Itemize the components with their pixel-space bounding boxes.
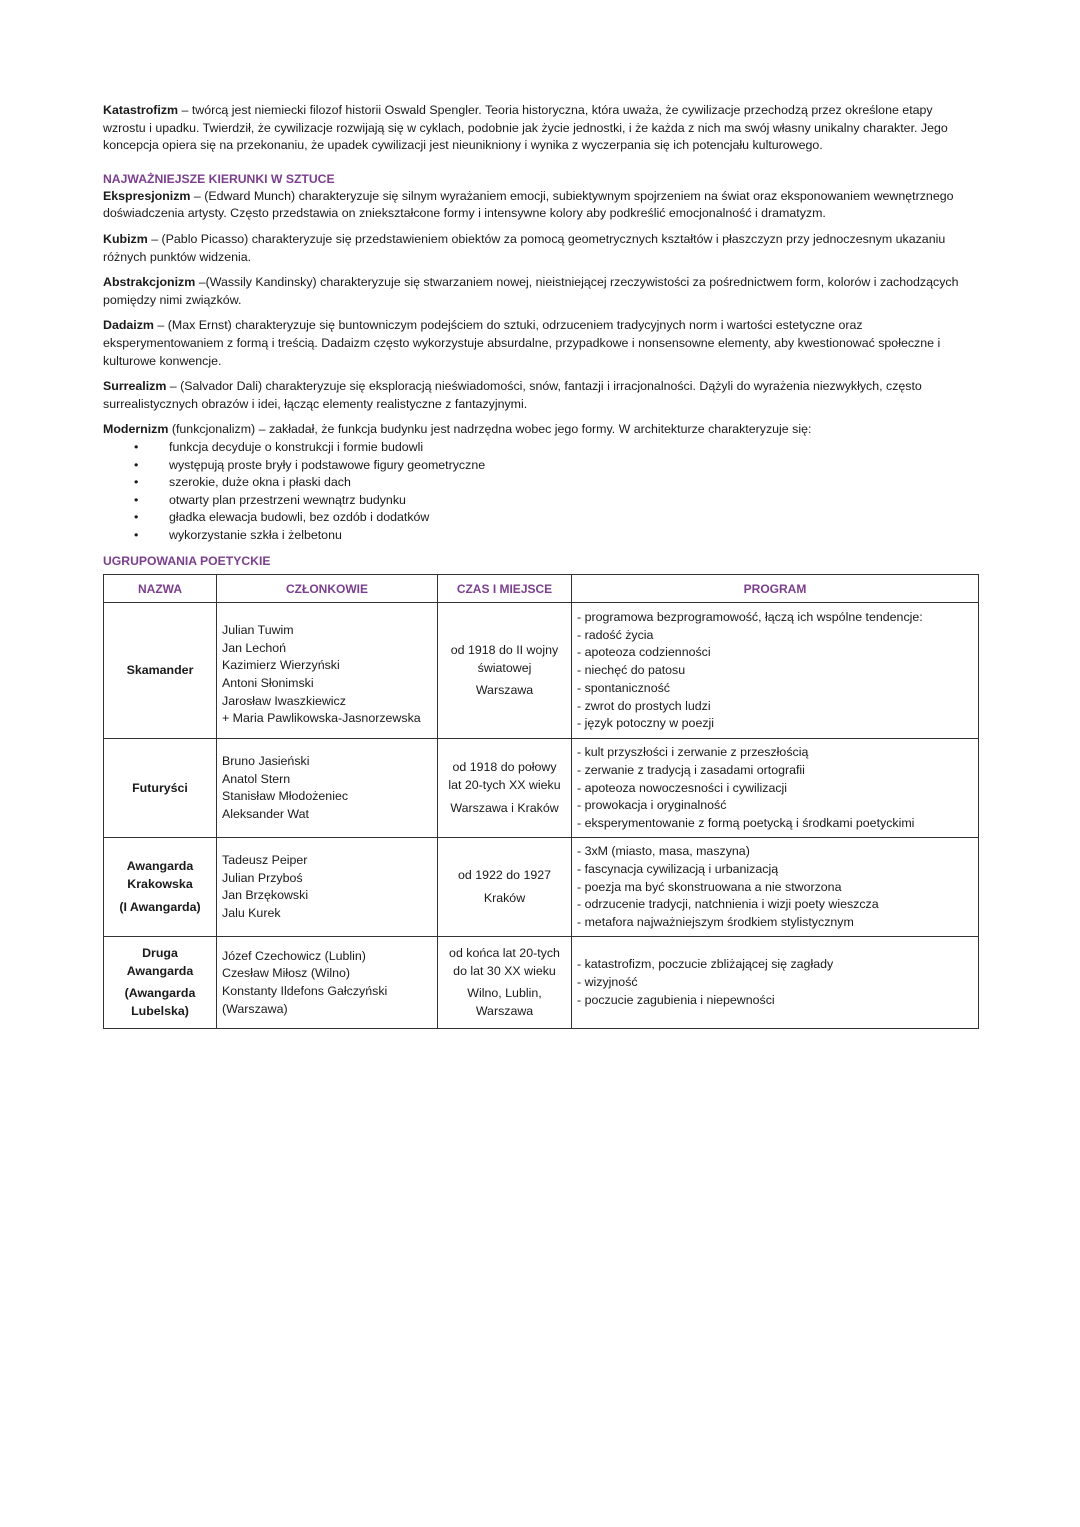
art-paragraph-dadaism [103, 317, 977, 370]
place-text: Warszawa [475, 683, 534, 698]
time-text: lat 20-tych XX wieku [448, 778, 561, 793]
art-heading: NAJWAŻNIEJSZE KIERUNKI W SZTUCE [103, 171, 335, 186]
list-item-text: funkcja decyduje o konstrukcji i formie budowli [169, 439, 424, 454]
program-item: - programowa bezprogramowość, łączą ich wspólne tendencje: [577, 610, 923, 624]
art-term: Abstrakcjonizm [103, 275, 196, 290]
art-text: – (Max Ernst) charakteryzuje się buntowniczym podejściem do sztuki, odrzuceniem tradycyjnych norm i wartości estetyczne oraz eksperymentowaniem z formą i treścią. Dadaizm często wykorzystuje absurdalne, przypadkowe i nonsensowne elementy, aby kwestionować społeczne i kulturowe konwencje. [103, 318, 941, 368]
modernism-bullet-list [103, 439, 977, 545]
program-cell [572, 937, 979, 1029]
group-name-cell [104, 739, 217, 838]
group-name-cell [104, 603, 217, 739]
list-item [103, 457, 977, 475]
program-item: - odrzucenie tradycji, natchnienia i wizji poety wieszcza [577, 897, 879, 912]
time-text: od 1918 do połowy [452, 760, 557, 775]
time-place-cell [438, 937, 572, 1029]
bullet-icon: • [134, 457, 139, 472]
time-text: do lat 30 XX wieku [453, 963, 556, 978]
column-header-name: NAZWA [104, 575, 217, 603]
group-name: Druga [142, 946, 178, 961]
group-name-cell [104, 838, 217, 937]
place-text: Warszawa i Kraków [450, 800, 559, 815]
group-name-cell [104, 937, 217, 1029]
time-place-cell [438, 603, 572, 739]
list-item [103, 492, 977, 510]
member: + Maria Pawlikowska-Jasnorzewska [222, 711, 421, 726]
time-text: światowej [477, 660, 532, 675]
time-place-cell [438, 739, 572, 838]
member: Jan Lechoń [222, 640, 287, 655]
program-item: - zwrot do prostych ludzi [577, 698, 711, 713]
program-item: - wizyjność [577, 975, 638, 990]
group-name: Awangarda [126, 859, 194, 874]
time-text: od końca lat 20-tych [449, 946, 560, 961]
bullet-icon: • [134, 527, 139, 542]
art-term: Kubizm [103, 231, 148, 246]
group-name: (Awangarda [124, 986, 196, 1001]
column-header-time-place: CZAS I MIEJSCE [438, 575, 572, 603]
program-item: - metafora najważniejszym środkiem stylistycznym [577, 915, 854, 930]
modernism-term: Modernizm [103, 422, 169, 437]
member: Kazimierz Wierzyński [222, 658, 340, 673]
program-cell [572, 739, 979, 838]
member: Jalu Kurek [222, 906, 281, 921]
group-name: Lubelska) [131, 1004, 189, 1019]
program-item: - zerwanie z tradycją i zasadami ortografii [577, 762, 805, 777]
column-header-members: CZŁONKOWIE [217, 575, 438, 603]
place-text: Wilno, Lublin, [467, 986, 542, 1001]
members-cell [217, 603, 438, 739]
bullet-icon: • [134, 475, 139, 490]
list-item-text: otwarty plan przestrzeni wewnątrz budynku [169, 492, 406, 507]
list-item-text: występują proste bryły i podstawowe figury geometryczne [169, 457, 486, 472]
member: Józef Czechowicz (Lublin) [222, 948, 366, 963]
member: Jarosław Iwaszkiewicz [222, 693, 346, 708]
list-item [103, 439, 977, 457]
program-item: - poezja ma być skonstruowana a nie stworzona [577, 879, 842, 894]
program-item: - apoteoza nowoczesności i cywilizacji [577, 780, 788, 795]
members-cell [217, 937, 438, 1029]
member: Bruno Jasieński [222, 754, 310, 769]
program-item: - język potoczny w poezji [577, 716, 715, 731]
art-term: Dadaizm [103, 318, 154, 333]
bullet-icon: • [134, 492, 139, 507]
program-item: - radość życia [577, 627, 654, 642]
art-paragraph-cubism [103, 231, 977, 266]
art-term: Surrealizm [103, 379, 167, 394]
member: Anatol Stern [222, 771, 291, 786]
table-row [104, 838, 979, 937]
group-name: Awangarda [126, 963, 194, 978]
program-item: - 3xM (miasto, masa, maszyna) [577, 844, 750, 859]
art-text: – (Edward Munch) charakteryzuje się silnym wyrażaniem emocji, subiektywnym spojrzeniem na świat oraz eksponowaniem wewnętrznego doświadczenia artysty. Często przedstawia on zniekształcone formy i intensywne kolory aby podkreślić emocjonalność i dramatyzm. [103, 188, 954, 221]
modernism-paragraph [103, 421, 977, 439]
member: Julian Przyboś [222, 870, 303, 885]
group-name: Skamander [126, 663, 194, 678]
place-text: Warszawa [475, 1004, 534, 1019]
group-name: (I Awangarda) [119, 899, 201, 914]
program-item: - niechęć do patosu [577, 663, 686, 678]
art-text: – (Salvador Dali) charakteryzuje się eksploracją nieświadomości, snów, fantazji i irracjonalności. Dążyli do wyrażenia niezwykłych, często surrealistycznych obrazów i idei, łącząc elementy realistyczne z fantazyjnymi. [103, 379, 922, 411]
intro-text: – twórcą jest niemiecki filozof historii Oswald Spengler. Teoria historyczna, która uważa, że cywilizacje przechodzą przez określone etapy wzrostu i upadku. Twierdził, że cywilizacje rozwijają się w cyklach, podobnie jak życie jednostki, i że każda z nich ma swój własny unikalny charakter. Jego koncepcja opiera się na przekonaniu, że upadek cywilizacji jest nieunikniony i wynika z wyczerpania się ich potencjału kulturowego. [103, 103, 948, 153]
list-item [103, 509, 977, 527]
table-row [104, 739, 979, 838]
time-place-cell [438, 838, 572, 937]
member: Aleksander Wat [222, 807, 310, 822]
member: Julian Tuwim [222, 622, 294, 637]
list-item [103, 527, 977, 545]
members-cell [217, 838, 438, 937]
member: Stanisław Młodożeniec [222, 789, 349, 804]
member: Jan Brzękowski [222, 888, 309, 903]
table-header-row [104, 575, 979, 603]
group-name: Futuryści [132, 780, 188, 795]
time-text: od 1918 do II wojny [450, 642, 559, 657]
list-item-text: szerokie, duże okna i płaski dach [169, 475, 351, 490]
program-item: - prowokacja i oryginalność [577, 798, 727, 813]
member: Antoni Słonimski [222, 675, 314, 690]
members-cell [217, 739, 438, 838]
program-item: - fascynacja cywilizacją i urbanizacją [577, 861, 779, 876]
bullet-icon: • [134, 510, 139, 525]
member: Tadeusz Peiper [222, 853, 308, 868]
art-text: –(Wassily Kandinsky) charakteryzuje się stwarzaniem nowej, nieistniejącej rzeczywistości za pośrednictwem form, kolorów i zachodzących pomiędzy nimi związków. [103, 275, 959, 307]
list-item-text: wykorzystanie szkła i żelbetonu [169, 527, 342, 542]
program-item: - katastrofizm, poczucie zbliżającej się zagłady [577, 957, 834, 972]
document-page [103, 102, 977, 1029]
program-item: - apoteoza codzienności [577, 645, 711, 660]
program-cell [572, 603, 979, 739]
art-paragraph-expressionism [103, 188, 977, 223]
art-text: – (Pablo Picasso) charakteryzuje się przedstawieniem obiektów za pomocą geometrycznych kształtów i płaszczyzn przy jednoczesnym ukazaniu różnych punktów widzenia. [103, 231, 946, 264]
column-header-program: PROGRAM [572, 575, 979, 603]
table-row [104, 603, 979, 739]
list-item [103, 474, 977, 492]
poetic-groups-table [103, 574, 979, 1029]
modernism-text: (funkcjonalizm) – zakładał, że funkcja budynku jest nadrzędna wobec jego formy. W architekturze charakteryzuje się: [168, 422, 812, 437]
program-item: - kult przyszłości i zerwanie z przeszłością [577, 745, 809, 760]
program-item: - poczucie zagubienia i niepewności [577, 992, 775, 1007]
program-item: - eksperymentowanie z formą poetycką i środkami poetyckimi [577, 816, 915, 831]
place-text: Kraków [483, 890, 526, 905]
groups-heading: UGRUPOWANIA POETYCKIE [103, 554, 271, 569]
list-item-text: gładka elewacja budowli, bez ozdób i dodatków [169, 510, 430, 525]
program-cell [572, 838, 979, 937]
intro-paragraph [103, 102, 977, 155]
term-katastrofizm: Katastrofizm [103, 103, 179, 117]
group-name: Krakowska [127, 877, 193, 892]
table-row [104, 937, 979, 1029]
member: Czesław Miłosz (Wilno) [222, 966, 351, 981]
time-text: od 1922 do 1927 [457, 868, 552, 883]
art-term: Ekspresjonizm [103, 188, 191, 203]
member: Konstanty Ildefons Gałczyński [222, 983, 388, 998]
art-paragraph-surrealism [103, 378, 977, 413]
bullet-icon: • [134, 439, 139, 454]
program-item: - spontaniczność [577, 680, 670, 695]
art-paragraph-abstractionism [103, 274, 977, 309]
member: (Warszawa) [222, 1001, 288, 1016]
